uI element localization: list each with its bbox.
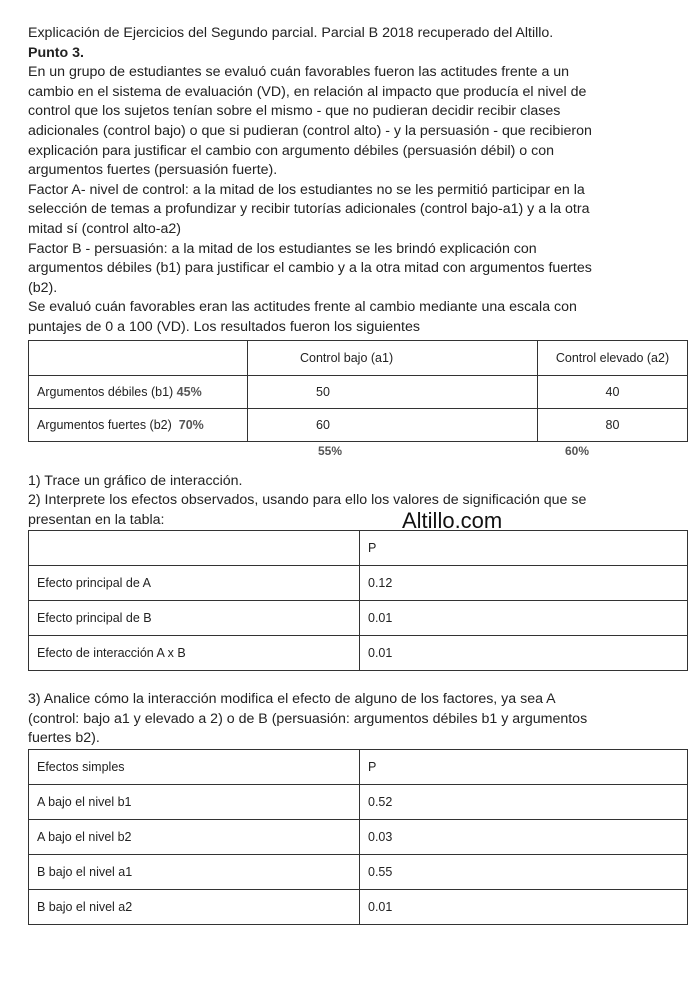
row-label-text: Argumentos fuertes (b2) xyxy=(37,417,172,432)
row-label xyxy=(29,408,248,441)
text-line: argumentos débiles (b1) para justificar el cambio y a la otra mitad con argumentos fuertes xyxy=(28,260,592,277)
column-header-effects: Efectos simples xyxy=(29,750,360,785)
table-header-row xyxy=(29,531,688,566)
table-cell: 0.12 xyxy=(360,566,688,601)
column-header-a2: Control elevado (a2) xyxy=(538,340,688,375)
table-cell xyxy=(29,531,360,566)
text-line: argumentos fuertes (persuasión fuerte). xyxy=(28,162,278,179)
row-label: Efecto principal de B xyxy=(29,601,360,636)
table-header-row xyxy=(29,750,688,785)
row-label: B bajo el nivel a1 xyxy=(29,855,360,890)
text-line: (b2). xyxy=(28,279,58,296)
text-line: Factor B - persuasión: a la mitad de los estudiantes se les brindó explicación con xyxy=(28,240,537,257)
row-percentage: 70% xyxy=(178,417,204,432)
percentage-a2: 60% xyxy=(565,443,590,458)
table-row xyxy=(29,636,688,671)
text-line: adicionales (control bajo) o que si pudieran (control alto) - y la persuasión - que recibieron xyxy=(28,122,592,139)
table-row xyxy=(29,601,688,636)
percentage-a1: 55% xyxy=(318,443,343,458)
table-header-row xyxy=(29,340,688,375)
question-3: 3) Analice cómo la interacción modifica el efecto de alguno de los factores, ya sea A xyxy=(28,691,556,708)
problem-statement xyxy=(28,63,690,337)
text-line: explicación para justificar el cambio con argumento débiles (persuasión débil) o con xyxy=(28,142,555,159)
table-cell: 0.52 xyxy=(360,785,688,820)
table-row xyxy=(29,566,688,601)
watermark-text: Altillo.com xyxy=(402,508,503,533)
column-header-p: P xyxy=(360,531,688,566)
table-row xyxy=(29,890,688,925)
question-2-cont: presentan en la tabla: xyxy=(28,511,165,528)
table-cell: 0.01 xyxy=(360,636,688,671)
question-2: 2) Interprete los efectos observados, usando para ello los valores de significación que se xyxy=(28,492,587,509)
table-cell: 0.03 xyxy=(360,820,688,855)
table-row xyxy=(29,785,688,820)
table-cell: 60 xyxy=(248,408,538,441)
row-percentage: 45% xyxy=(176,384,202,399)
effects-table xyxy=(28,530,688,671)
text-line: selección de temas a profundizar y recibir tutorías adicionales (control bajo-a1) y a la otra xyxy=(28,201,590,218)
document xyxy=(28,24,690,925)
row-label: A bajo el nivel b1 xyxy=(29,785,360,820)
row-label xyxy=(29,375,248,408)
table-cell xyxy=(29,340,248,375)
question-1: 1) Trace un gráfico de interacción. xyxy=(28,472,243,489)
table-cell: 80 xyxy=(538,408,688,441)
column-header-p: P xyxy=(360,750,688,785)
table-cell: 0.01 xyxy=(360,890,688,925)
question-3-cont: fuertes b2). xyxy=(28,730,100,747)
document-title: Explicación de Ejercicios del Segundo parcial. Parcial B 2018 recuperado del Altillo. xyxy=(28,25,554,41)
text-line: Factor A- nivel de control: a la mitad de los estudiantes no se les permitió participar en la xyxy=(28,181,585,198)
text-line: control que los sujetos tenían sobre el mismo - que no pudieran decidir recibir clases xyxy=(28,103,561,120)
table-cell: 50 xyxy=(248,375,538,408)
row-label: B bajo el nivel a2 xyxy=(29,890,360,925)
question-3-cont: (control: bajo a1 y elevado a 2) o de B (persuasión: argumentos débiles b1 y argumentos xyxy=(28,710,588,727)
text-line: puntajes de 0 a 100 (VD). Los resultados fueron los siguientes xyxy=(28,318,420,335)
row-label-text: Argumentos débiles (b1) xyxy=(37,384,174,399)
table-row xyxy=(29,408,688,441)
table-cell: 0.55 xyxy=(360,855,688,890)
table-cell: 40 xyxy=(538,375,688,408)
text-line: mitad sí (control alto-a2) xyxy=(28,220,181,237)
text-line: Se evaluó cuán favorables eran las actitudes frente al cambio mediante una escala con xyxy=(28,299,577,316)
row-label: Efecto de interacción A x B xyxy=(29,636,360,671)
table-row xyxy=(29,375,688,408)
row-label: A bajo el nivel b2 xyxy=(29,820,360,855)
column-header-a1: Control bajo (a1) xyxy=(248,340,538,375)
table-row xyxy=(29,855,688,890)
table-cell: 0.01 xyxy=(360,601,688,636)
simple-effects-table xyxy=(28,749,688,925)
section-heading: Punto 3. xyxy=(28,44,84,61)
text-line: cambio en el sistema de evaluación (VD), en relación al impacto que producía el nivel de xyxy=(28,83,587,100)
table-row xyxy=(29,820,688,855)
column-percentages xyxy=(28,442,690,460)
row-label: Efecto principal de A xyxy=(29,566,360,601)
text-line: En un grupo de estudiantes se evaluó cuán favorables fueron las actitudes frente a un xyxy=(28,64,570,81)
results-table xyxy=(28,340,688,442)
